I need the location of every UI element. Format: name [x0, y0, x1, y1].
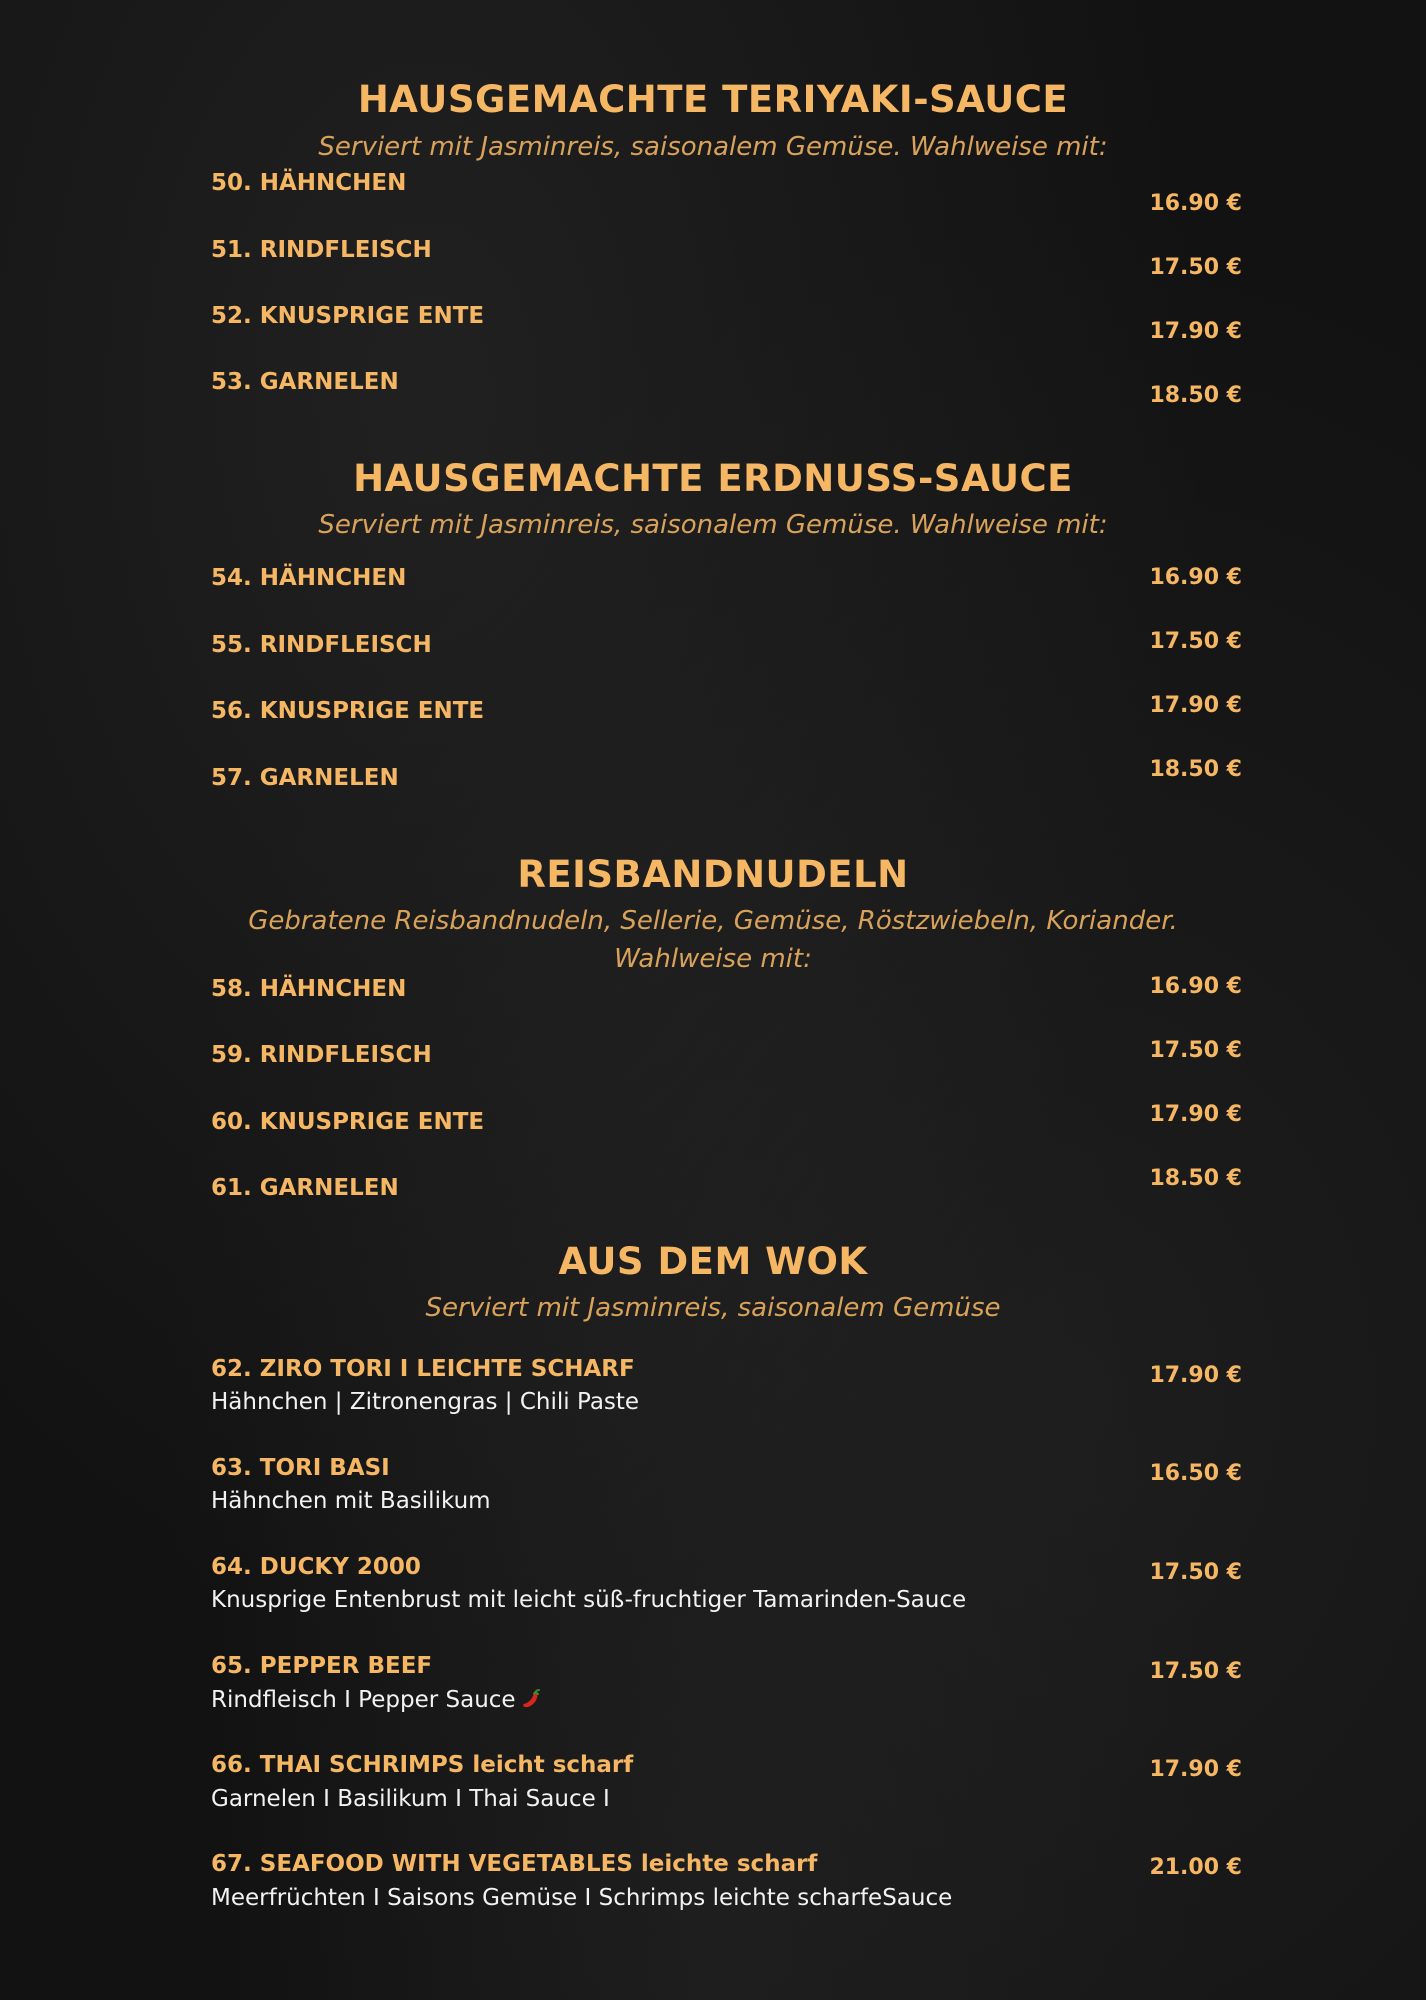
menu-item-price: 18.50 € — [1149, 383, 1242, 408]
menu-item-price: 17.90 € — [1149, 1102, 1242, 1127]
menu-item-description: Hähnchen mit Basilikum — [211, 1488, 491, 1514]
menu-item-price: 17.50 € — [1149, 1038, 1242, 1063]
menu-item-description: Knusprige Entenbrust mit leicht süß-fruchtiger Tamarinden-Sauce — [211, 1587, 967, 1613]
section-subtitle-line-1: Gebratene Reisbandnudeln, Sellerie, Gemüse, Röstzwiebeln, Koriander. — [248, 906, 1178, 936]
section-subtitle: Serviert mit Jasminreis, saisonalem Gemüse. Wahlweise mit: — [318, 510, 1108, 540]
menu-item-price: 17.50 € — [1149, 255, 1242, 280]
menu-item-price: 17.50 € — [1149, 629, 1242, 654]
menu-item-name: 53. GARNELEN — [211, 369, 399, 395]
menu-item-price: 16.90 € — [1149, 565, 1242, 590]
menu-item-name: 65. PEPPER BEEF — [211, 1653, 433, 1679]
menu-item-price: 17.90 € — [1149, 693, 1242, 718]
menu-item-name: 60. KNUSPRIGE ENTE — [211, 1109, 485, 1135]
menu-item-description: Rindfleisch I Pepper Sauce — [211, 1687, 516, 1713]
section-title: HAUSGEMACHTE TERIYAKI-SAUCE — [357, 78, 1069, 121]
menu-item-name: 61. GARNELEN — [211, 1175, 399, 1201]
menu-item-name: 66. THAI SCHRIMPS leicht scharf — [211, 1752, 634, 1778]
menu-item-price: 17.90 € — [1149, 319, 1242, 344]
menu-item-name: 52. KNUSPRIGE ENTE — [211, 303, 485, 329]
section-subtitle: Serviert mit Jasminreis, saisonalem Gemüse. Wahlweise mit: — [318, 132, 1108, 162]
menu-item-price: 18.50 € — [1149, 1166, 1242, 1191]
menu-item-name: 56. KNUSPRIGE ENTE — [211, 698, 485, 724]
menu-item-name: 67. SEAFOOD WITH VEGETABLES leichte scharf — [211, 1851, 818, 1877]
menu-item-name: 55. RINDFLEISCH — [211, 632, 432, 658]
menu-item-description: Meerfrüchten I Saisons Gemüse I Schrimps leichte scharfeSauce — [211, 1885, 953, 1911]
menu-item-description: Hähnchen | Zitronengras | Chili Paste — [211, 1389, 640, 1415]
menu-item-price: 16.50 € — [1149, 1461, 1242, 1486]
section-title: HAUSGEMACHTE ERDNUSS-SAUCE — [353, 457, 1073, 500]
menu-item-name: 63. TORI BASI — [211, 1455, 390, 1481]
menu-item-price: 17.50 € — [1149, 1659, 1242, 1684]
menu-item-name: 62. ZIRO TORI I LEICHTE SCHARF — [211, 1356, 635, 1382]
menu-item-price: 18.50 € — [1149, 757, 1242, 782]
menu-item-name: 58. HÄHNCHEN — [211, 976, 407, 1002]
section-subtitle: Serviert mit Jasminreis, saisonalem Gemüse — [425, 1293, 1001, 1323]
menu-item-name: 64. DUCKY 2000 — [211, 1554, 421, 1580]
section-title: AUS DEM WOK — [558, 1240, 868, 1283]
menu-item-description-row — [211, 1687, 544, 1713]
menu-item-price: 17.90 € — [1149, 1757, 1242, 1782]
menu-item-price: 21.00 € — [1149, 1855, 1242, 1880]
menu-item-name: 50. HÄHNCHEN — [211, 170, 407, 196]
menu-item-price: 17.90 € — [1149, 1363, 1242, 1388]
chili-pepper-icon — [520, 1687, 544, 1711]
menu-item-name: 59. RINDFLEISCH — [211, 1042, 432, 1068]
menu-item-name: 57. GARNELEN — [211, 765, 399, 791]
menu-item-description: Garnelen I Basilikum I Thai Sauce I — [211, 1786, 610, 1812]
menu-item-price: 16.90 € — [1149, 191, 1242, 216]
menu-item-name: 54. HÄHNCHEN — [211, 565, 407, 591]
section-subtitle-line-2: Wahlweise mit: — [614, 944, 812, 974]
menu-item-price: 17.50 € — [1149, 1560, 1242, 1585]
section-title: REISBANDNUDELN — [517, 853, 909, 896]
menu-item-price: 16.90 € — [1149, 974, 1242, 999]
menu-item-name: 51. RINDFLEISCH — [211, 237, 432, 263]
